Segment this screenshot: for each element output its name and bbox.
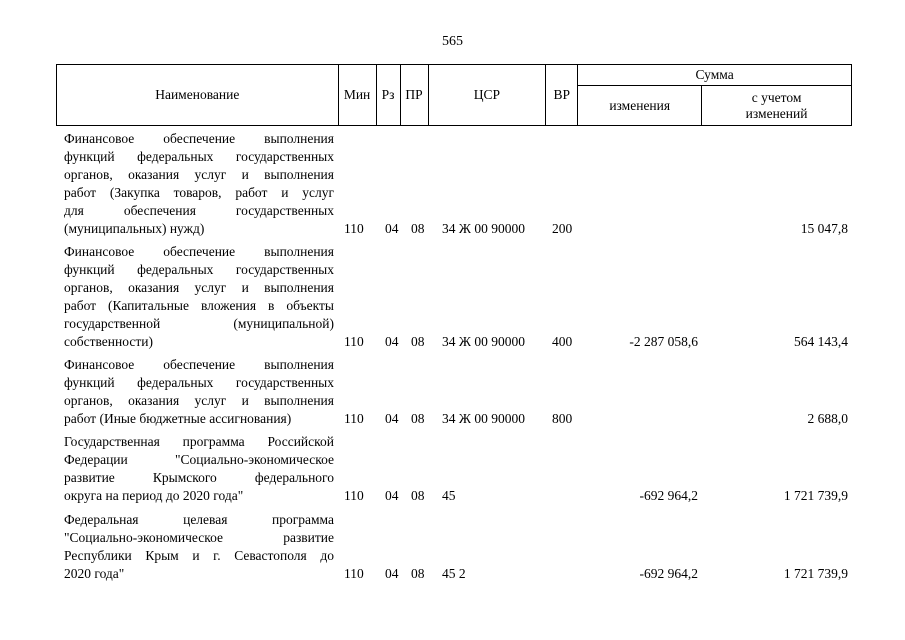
row-name [64,511,334,583]
row-name-line: органов, оказания услуг и выполнения [64,393,334,408]
row-name-line: для обеспечения государственных [64,203,334,218]
row-name-line: функций федеральных государственных [64,375,334,390]
header-changes: изменения [578,86,702,126]
row-vr: 200 [552,221,573,236]
row-name-line: функций федеральных государственных [64,262,334,277]
row-name-line: работ (Капитальные вложения в объекты [64,298,334,313]
row-pr: 08 [411,334,425,349]
header-name: Наименование [57,65,339,126]
row-pr: 08 [411,411,425,426]
row-name-line: Финансовое обеспечение выполнения [64,244,334,259]
row-csr: 34 Ж 00 90000 [442,411,525,426]
row-name-line: работ (Закупка товаров, работ и услуг [64,185,334,200]
row-name [64,243,334,351]
row-pr: 08 [411,566,425,581]
row-name-line: работ (Иные бюджетные ассигнования) [64,411,292,426]
header-with-changes [702,86,852,126]
row-rz: 04 [385,411,399,426]
header-with-changes-line2: изменений [745,105,808,121]
row-min: 110 [344,221,364,236]
row-total: 1 721 739,9 [783,566,848,581]
row-name-line: Государственная программа Российской [64,434,334,449]
row-name-line: органов, оказания услуг и выполнения [64,167,334,182]
row-pr: 08 [411,221,425,236]
row-name-line: развитие Крымского федерального [64,470,334,485]
row-name-line: Финансовое обеспечение выполнения [64,357,334,372]
row-rz: 04 [385,221,399,236]
row-name-line: "Социально-экономическое развитие [64,530,334,545]
row-changes: -692 964,2 [639,488,698,503]
row-min: 110 [344,566,364,581]
header-vr: ВР [546,65,578,126]
row-pr: 08 [411,488,425,503]
row-csr: 34 Ж 00 90000 [442,334,525,349]
row-vr: 400 [552,334,573,349]
row-changes: -2 287 058,6 [629,334,698,349]
row-total: 15 047,8 [800,221,848,236]
row-name-line: органов, оказания услуг и выполнения [64,280,334,295]
row-total: 1 721 739,9 [783,488,848,503]
row-vr: 800 [552,411,573,426]
row-csr: 34 Ж 00 90000 [442,221,525,236]
header-csr: ЦСР [428,65,546,126]
row-rz: 04 [385,488,399,503]
row-csr: 45 [442,488,456,503]
row-rz: 04 [385,334,399,349]
row-min: 110 [344,334,364,349]
row-total: 2 688,0 [807,411,848,426]
header-rz: Рз [376,65,400,126]
page-number: 565 [442,34,463,49]
row-name-line: Федеральная целевая программа [64,512,334,527]
row-name-line: Республики Крым и г. Севастополя до [64,548,334,563]
header-sum: Сумма [578,65,852,86]
header-with-changes-line1: с учетом [751,89,802,105]
row-rz: 04 [385,566,399,581]
row-name [64,356,334,428]
row-name-line: 2020 года" [64,566,125,581]
row-total: 564 143,4 [794,334,848,349]
row-changes: -692 964,2 [639,566,698,581]
header-min: Мин [338,65,376,126]
table-header [56,64,852,126]
row-name-line: государственной (муниципальной) [64,316,334,331]
row-min: 110 [344,411,364,426]
row-name [64,130,334,238]
row-name-line: собственности) [64,334,153,349]
row-name-line: функций федеральных государственных [64,149,334,164]
row-name [64,433,334,505]
row-name-line: Федерации "Социально-экономическое [64,452,334,467]
row-csr: 45 2 [442,566,466,581]
row-name-line: округа на период до 2020 года" [64,488,244,503]
row-name-line: (муниципальных) нужд) [64,221,205,236]
row-min: 110 [344,488,364,503]
row-name-line: Финансовое обеспечение выполнения [64,131,334,146]
header-pr: ПР [400,65,428,126]
